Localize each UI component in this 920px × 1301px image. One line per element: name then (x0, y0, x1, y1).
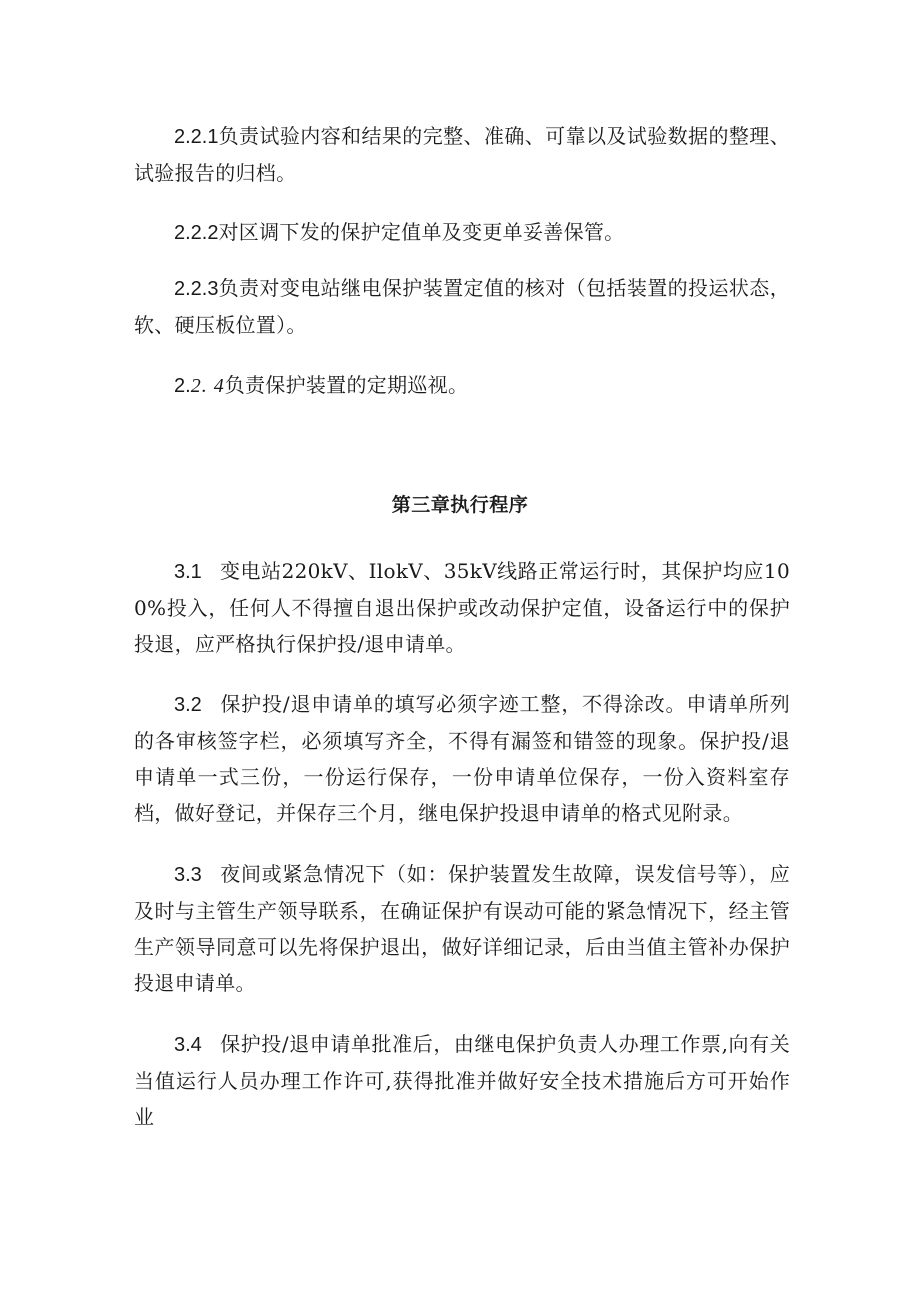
clause-number: 3.3 (174, 864, 202, 886)
clause-number: 3.1 (174, 561, 202, 583)
clause-number: 3.4 (174, 1034, 202, 1056)
clause-number: 2.2.1 (174, 126, 219, 148)
clause-2-2-2 (134, 214, 790, 251)
clause-2-2-3 (134, 270, 790, 343)
clause-text: 夜间或紧急情况下（如：保护装置发生故障，误发信号等），应及时与主管生产领导联系，在确证保护有误动可能的紧急情况下，经主管生产领导同意可以先将保护退出，做好详细记录，后由当值主管补办保护投退申请单。 (134, 862, 790, 995)
clause-number: 2.2.2 (174, 222, 219, 244)
clause-2-2-1 (134, 118, 790, 191)
clause-3-2 (134, 686, 790, 831)
clause-number-suffix: 2. 4 (190, 375, 225, 397)
clause-text: 负责保护装置的定期巡视。 (224, 373, 469, 397)
clause-text: 负责试验内容和结果的完整、准确、可靠以及试验数据的整理、试验报告的归档。 (134, 124, 790, 185)
clause-number: 2.2.3 (174, 278, 219, 300)
clause-3-3 (134, 856, 790, 1001)
clause-2-2-4 (134, 367, 790, 404)
clause-text: 负责对变电站继电保护装置定值的核对（包括装置的投运状态，软、硬压板位置）。 (134, 276, 790, 337)
clause-text: 保护投/退申请单的填写必须字迹工整，不得涂改。申请单所列的各审核签字栏，必须填写齐全，不得有漏签和错签的现象。保护投/退申请单一式三份，一份运行保存，一份申请单位保存，一份入资料室存档，做好登记，并保存三个月，继电保护投退申请单的格式见附录。 (134, 692, 790, 825)
chapter-title: 第三章执行程序 (391, 494, 529, 516)
clause-text: 保护投/退申请单批准后，由继电保护负责人办理工作票,向有关当值运行人员办理工作许可,获得批准并做好安全技术措施后方可开始作业 (134, 1032, 790, 1129)
clause-text: 对区调下发的保护定值单及变更单妥善保管。 (218, 220, 625, 244)
clause-3-4 (134, 1026, 790, 1135)
clause-text: 变电站220kV、IlokV、35kV线路正常运行时，其保护均应100%投入，任何人不得擅自退出保护或改动保护定值，设备运行中的保护投退，应严格执行保护投/退申请单。 (134, 559, 790, 656)
clause-number: 3.2 (174, 694, 202, 716)
clause-3-1 (134, 553, 790, 662)
clause-number-prefix: 2. (174, 375, 191, 397)
